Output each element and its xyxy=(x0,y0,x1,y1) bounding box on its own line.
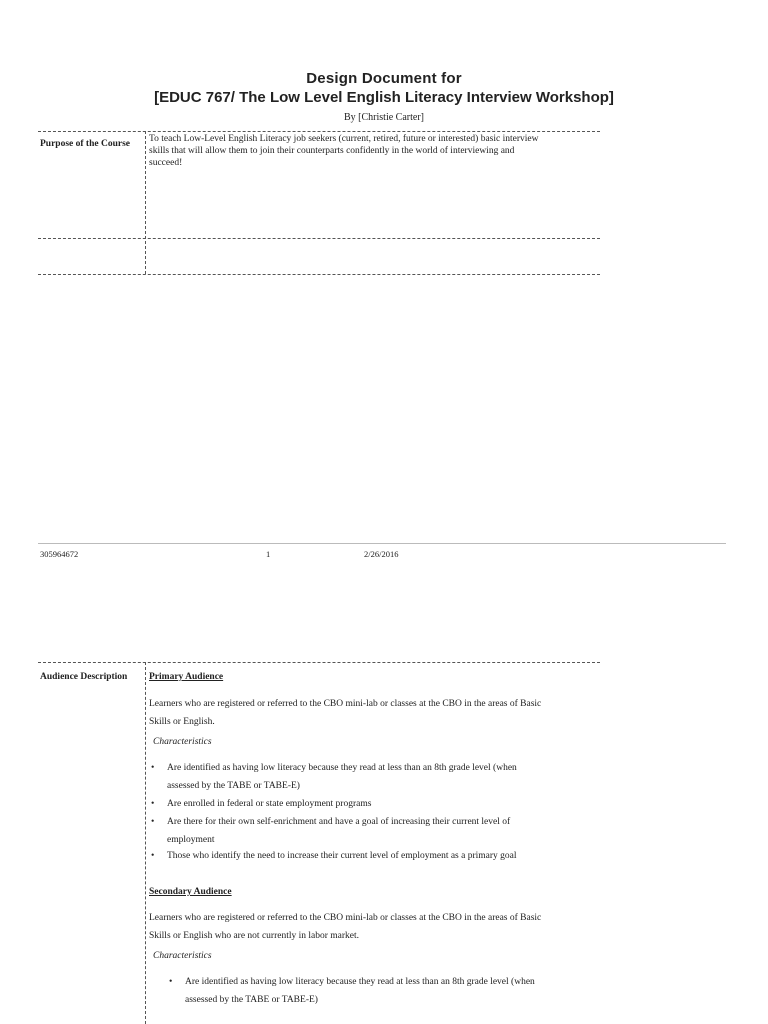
audience-label: Audience Description xyxy=(40,672,128,682)
list-item xyxy=(149,813,599,849)
purpose-label: Purpose of the Course xyxy=(40,139,130,149)
secondary-characteristics-list xyxy=(149,973,599,1009)
text-line: assessed by the TABE or TABE-E) xyxy=(167,781,300,791)
document-title: Design Document for xyxy=(306,70,462,87)
footer-page-number: 1 xyxy=(266,549,271,559)
table-rule xyxy=(38,662,600,663)
text-line: assessed by the TABE or TABE-E) xyxy=(185,995,318,1005)
column-divider xyxy=(145,131,146,274)
text-line: succeed! xyxy=(149,158,183,168)
table-rule xyxy=(38,274,600,275)
table-rule xyxy=(38,131,600,132)
text-line: Learners who are registered or referred to the CBO mini-lab or classes at the CBO in the areas of Basic xyxy=(149,699,542,709)
bullet-icon: • xyxy=(151,817,155,827)
primary-characteristics-label: Characteristics xyxy=(153,737,212,747)
text-line: Skills or English. xyxy=(149,717,215,727)
text-line: employment xyxy=(167,835,215,845)
text-line: skills that will allow them to join their counterparts confidently in the world of interviewing and xyxy=(149,146,515,156)
text-line: To teach Low-Level English Literacy job seekers (current, retired, future or interested) basic interview xyxy=(149,134,539,144)
text-line: Are identified as having low literacy because they read at less than an 8th grade level (when xyxy=(185,977,535,987)
primary-audience-heading: Primary Audience xyxy=(149,672,224,682)
text-line: Those who identify the need to increase their current level of employment as a primary goal xyxy=(167,851,517,861)
text-line: Skills or English who are not currently in labor market. xyxy=(149,931,360,941)
primary-audience-description xyxy=(149,695,599,731)
bullet-icon: • xyxy=(169,977,173,987)
list-item xyxy=(149,795,599,813)
text-line: Are enrolled in federal or state employment programs xyxy=(167,799,372,809)
footer-rule xyxy=(38,543,726,544)
table-rule xyxy=(38,238,600,239)
footer-doc-id: 305964672 xyxy=(40,549,79,559)
audience-table xyxy=(38,662,600,1024)
bullet-icon: • xyxy=(151,799,155,809)
secondary-audience-description xyxy=(149,909,599,945)
author-byline: By [Christie Carter] xyxy=(344,112,424,123)
secondary-characteristics-label: Characteristics xyxy=(153,951,212,961)
list-item xyxy=(149,849,599,863)
document-header xyxy=(0,70,768,123)
footer-date: 2/26/2016 xyxy=(364,549,399,559)
bullet-icon: • xyxy=(151,763,155,773)
text-line: Are identified as having low literacy because they read at less than an 8th grade level (when xyxy=(167,763,517,773)
document-subtitle: [EDUC 767/ The Low Level English Literacy Interview Workshop] xyxy=(154,89,614,106)
secondary-audience-heading: Secondary Audience xyxy=(149,887,232,897)
purpose-table xyxy=(38,131,600,276)
text-line: Are there for their own self-enrichment and have a goal of increasing their current level of xyxy=(167,817,511,827)
audience-content xyxy=(149,672,599,1009)
list-item xyxy=(149,759,599,795)
primary-characteristics-list xyxy=(149,759,599,863)
bullet-icon: • xyxy=(151,851,155,861)
list-item xyxy=(167,973,599,1009)
column-divider xyxy=(145,662,146,1024)
purpose-text xyxy=(149,133,599,169)
text-line: Learners who are registered or referred to the CBO mini-lab or classes at the CBO in the areas of Basic xyxy=(149,913,542,923)
